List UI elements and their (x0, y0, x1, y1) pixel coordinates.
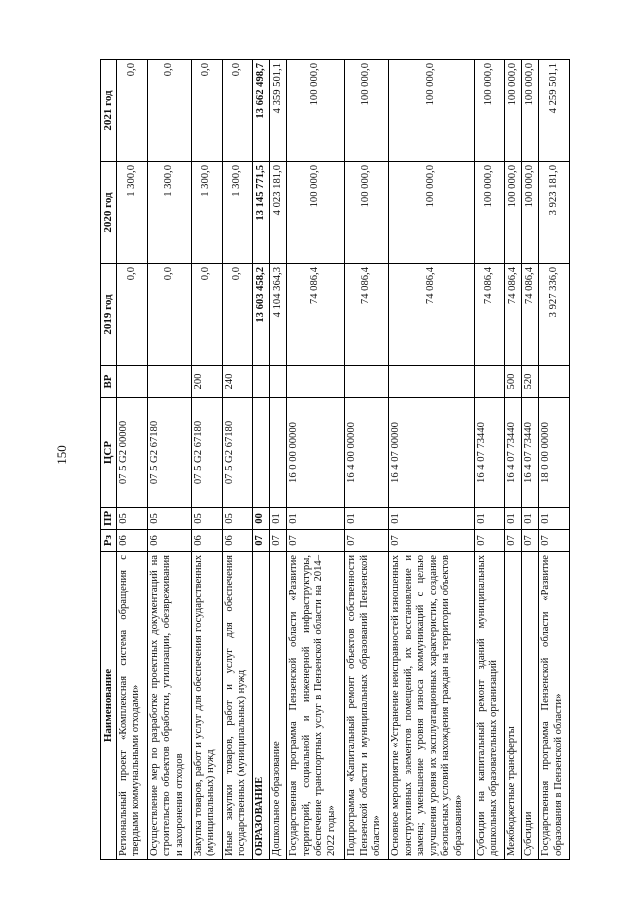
header-name: Наименование (101, 552, 117, 860)
cell-2019: 74 086,4 (505, 264, 522, 366)
table-row (539, 60, 570, 860)
table-row (270, 60, 287, 860)
cell-csr: 16 4 07 73440 (474, 398, 505, 508)
cell-pr: 01 (539, 508, 570, 530)
table-row (389, 60, 474, 860)
table-row (253, 60, 270, 860)
header-2019: 2019 год (101, 264, 117, 366)
cell-2020: 100 000,0 (345, 162, 389, 264)
cell-pr: 05 (116, 508, 147, 530)
cell-2021: 4 259 501,1 (539, 60, 570, 162)
cell-2021: 13 662 498,7 (253, 60, 270, 162)
cell-pr: 00 (253, 508, 270, 530)
cell-name: Дошкольное образование (270, 552, 287, 860)
cell-rz: 07 (287, 530, 345, 552)
cell-pr: 01 (287, 508, 345, 530)
cell-rz: 07 (505, 530, 522, 552)
cell-2020: 100 000,0 (522, 162, 539, 264)
cell-csr: 16 0 00 00000 (287, 398, 345, 508)
cell-csr: 18 0 00 00000 (539, 398, 570, 508)
cell-2020: 1 300,0 (222, 162, 253, 264)
cell-2019: 0,0 (116, 264, 147, 366)
cell-name: Иные закупки товаров, работ и услуг для обеспечения государственных (муниципальных) нужд (222, 552, 253, 860)
header-2020: 2020 год (101, 162, 117, 264)
cell-pr: 01 (345, 508, 389, 530)
cell-rz: 06 (147, 530, 191, 552)
cell-csr: 07 5 G2 67180 (222, 398, 253, 508)
table-row (147, 60, 191, 860)
cell-vr (539, 366, 570, 398)
cell-csr: 16 4 07 73440 (505, 398, 522, 508)
cell-2021: 0,0 (147, 60, 191, 162)
cell-rz: 06 (222, 530, 253, 552)
cell-csr (270, 398, 287, 508)
header-vr: ВР (101, 366, 117, 398)
cell-vr: 200 (191, 366, 222, 398)
cell-2021: 100 000,0 (522, 60, 539, 162)
table-row (222, 60, 253, 860)
header-2021: 2021 год (101, 60, 117, 162)
cell-rz: 07 (522, 530, 539, 552)
cell-pr: 01 (270, 508, 287, 530)
cell-rz: 07 (474, 530, 505, 552)
cell-2020: 3 923 181,0 (539, 162, 570, 264)
cell-2021: 100 000,0 (505, 60, 522, 162)
cell-vr: 240 (222, 366, 253, 398)
cell-2021: 0,0 (222, 60, 253, 162)
cell-2020: 4 023 181,0 (270, 162, 287, 264)
cell-2021: 0,0 (191, 60, 222, 162)
cell-name: Подпрограмма «Капитальный ремонт объектов собственности Пензенской области и муниципальных образований Пензенской области» (345, 552, 389, 860)
cell-pr: 01 (522, 508, 539, 530)
cell-name: Государственная программа Пензенской области «Развитие территорий, социальной и инженерной инфраструктуры, обеспечение транспортных услуг в Пензенской области на 2014–2022 годы» (287, 552, 345, 860)
cell-name: Межбюджетные трансферты (505, 552, 522, 860)
cell-2020: 1 300,0 (191, 162, 222, 264)
cell-rz: 06 (191, 530, 222, 552)
cell-2021: 100 000,0 (474, 60, 505, 162)
cell-name: Субсидии (522, 552, 539, 860)
cell-2020: 100 000,0 (287, 162, 345, 264)
cell-2021: 0,0 (116, 60, 147, 162)
cell-2019: 74 086,4 (345, 264, 389, 366)
cell-2019: 74 086,4 (287, 264, 345, 366)
cell-csr: 07 5 G2 67180 (191, 398, 222, 508)
budget-table (100, 59, 570, 860)
cell-name: Региональный проект «Комплексная система обращения с твердыми коммунальными отходами» (116, 552, 147, 860)
cell-2019: 13 603 458,2 (253, 264, 270, 366)
table-body (116, 60, 569, 860)
cell-csr: 07 5 G2 00000 (116, 398, 147, 508)
table-header-row (101, 60, 117, 860)
cell-vr (287, 366, 345, 398)
cell-pr: 05 (147, 508, 191, 530)
cell-pr: 01 (474, 508, 505, 530)
cell-csr (253, 398, 270, 508)
page-number: 150 (54, 445, 69, 465)
cell-2019: 3 927 336,0 (539, 264, 570, 366)
cell-csr: 16 4 07 00000 (389, 398, 474, 508)
table-row (116, 60, 147, 860)
cell-vr: 520 (522, 366, 539, 398)
cell-2020: 1 300,0 (116, 162, 147, 264)
cell-2019: 74 086,4 (389, 264, 474, 366)
cell-2019: 74 086,4 (522, 264, 539, 366)
cell-name: ОБРАЗОВАНИЕ (253, 552, 270, 860)
table-row (191, 60, 222, 860)
header-rz: Рз (101, 530, 117, 552)
rotated-table-container (100, 60, 570, 860)
cell-2020: 100 000,0 (505, 162, 522, 264)
cell-csr: 16 4 07 73440 (522, 398, 539, 508)
cell-pr: 01 (505, 508, 522, 530)
cell-name: Осуществление мер по разработке проектных документаций на строительство объектов обработки, утилизации, обезвреживания и захоронения отходов (147, 552, 191, 860)
cell-vr (270, 366, 287, 398)
cell-name: Закупка товаров, работ и услуг для обеспечения государственных (муниципальных) нужд (191, 552, 222, 860)
cell-2020: 100 000,0 (389, 162, 474, 264)
table-row (522, 60, 539, 860)
header-pr: ПР (101, 508, 117, 530)
cell-2021: 100 000,0 (345, 60, 389, 162)
cell-name: Основное мероприятие «Устранение неисправностей изношенных конструктивных элементов помещений, их восстановление и замена; уменьшение уровня износа коммуникаций с целью улучшения уровня их эксплуатационных характеристик, создание безопасных условий нахождения граждан на территории объектов образования» (389, 552, 474, 860)
cell-pr: 05 (222, 508, 253, 530)
cell-2021: 100 000,0 (287, 60, 345, 162)
cell-2020: 1 300,0 (147, 162, 191, 264)
cell-2019: 0,0 (191, 264, 222, 366)
cell-vr (147, 366, 191, 398)
cell-csr: 16 4 00 00000 (345, 398, 389, 508)
cell-name: Государственная программа Пензенской области «Развитие образования в Пензенской области» (539, 552, 570, 860)
cell-2021: 4 359 501,1 (270, 60, 287, 162)
cell-name: Субсидии на капитальный ремонт зданий муниципальных дошкольных образовательных организаций (474, 552, 505, 860)
cell-2020: 100 000,0 (474, 162, 505, 264)
cell-2020: 13 145 771,5 (253, 162, 270, 264)
cell-2019: 74 086,4 (474, 264, 505, 366)
cell-2021: 100 000,0 (389, 60, 474, 162)
cell-pr: 05 (191, 508, 222, 530)
cell-vr (474, 366, 505, 398)
header-csr: ЦСР (101, 398, 117, 508)
table-row (505, 60, 522, 860)
cell-rz: 07 (539, 530, 570, 552)
cell-pr: 01 (389, 508, 474, 530)
table-row (474, 60, 505, 860)
cell-vr (253, 366, 270, 398)
cell-csr: 07 5 G2 67180 (147, 398, 191, 508)
cell-rz: 07 (253, 530, 270, 552)
cell-vr: 500 (505, 366, 522, 398)
cell-rz: 07 (389, 530, 474, 552)
cell-2019: 0,0 (222, 264, 253, 366)
cell-vr (345, 366, 389, 398)
cell-rz: 07 (270, 530, 287, 552)
cell-vr (116, 366, 147, 398)
cell-vr (389, 366, 474, 398)
cell-rz: 06 (116, 530, 147, 552)
table-row (287, 60, 345, 860)
cell-2019: 4 104 364,3 (270, 264, 287, 366)
table-row (345, 60, 389, 860)
cell-rz: 07 (345, 530, 389, 552)
cell-2019: 0,0 (147, 264, 191, 366)
